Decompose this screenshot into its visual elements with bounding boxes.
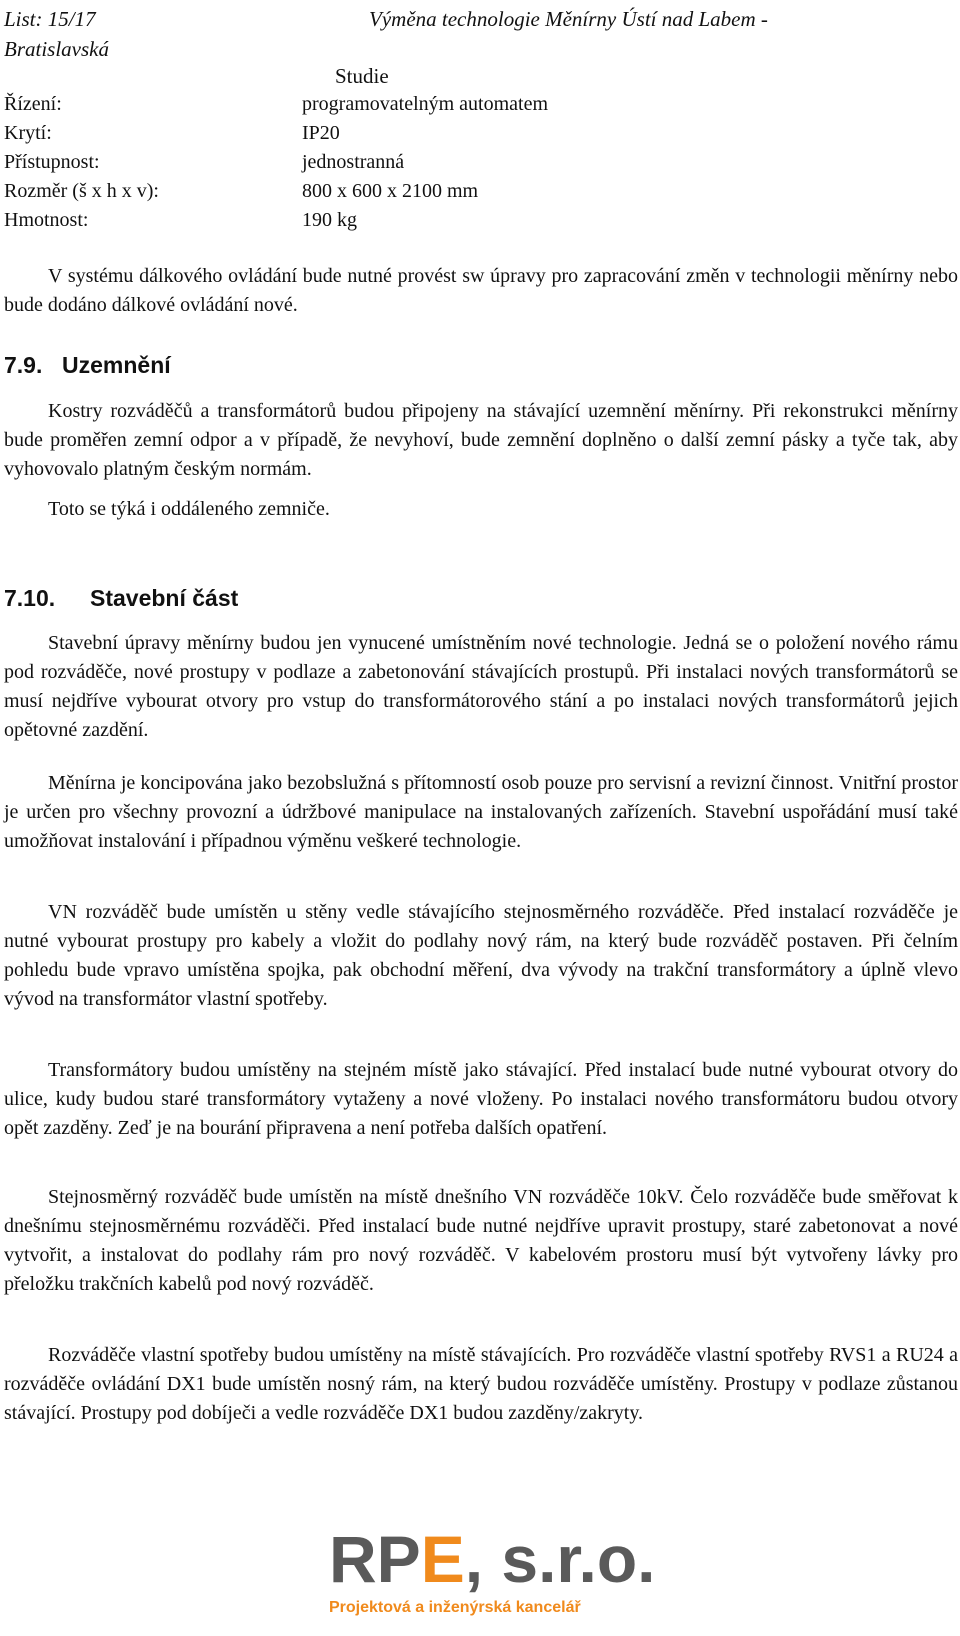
paragraph-text: Rozváděče vlastní spotřeby budou umístěny na místě stávajících. Pro rozváděče vlastní spotřeby RVS1 a RU24 a rozváděče ovládání DX1 bude umístěn nosný rám, na který budou rozváděče umístěny. Prostupy v podlaze zůstanou stávající. Prostupy pod dobíječi a vedle rozváděče DX1 budou zazděny/zakryty. (4, 1344, 958, 1424)
spec-value: 800 x 600 x 2100 mm (302, 180, 479, 202)
company-logo-graphic (329, 1520, 656, 1620)
intro-paragraph (4, 262, 958, 320)
intro-paragraph-text: V systému dálkového ovládání bude nutné provést sw úpravy pro zapracování změn v technologii měnírny nebo bude dodáno dálkové ovládání nové. (4, 265, 958, 316)
logo-brand-text (329, 1522, 655, 1596)
page-number: List: 15/17 (4, 7, 96, 31)
paragraph-text: Stejnosměrný rozváděč bude umístěn na místě dnešního VN rozváděče 10kV. Čelo rozváděče bude směřovat k dnešnímu stejnosměrnému rozváděči. Před instalací bude nutné nejdříve upravit prostupy, staré zabetonovat a nové vytvořit, a instalovat do podlahy rám pro nový rozváděč. V kabelovém prostoru musí být vytvořeny lávky pro přeložku trakčních kabelů pod nový rozváděč. (4, 1186, 958, 1295)
logo-brand-part2: E (420, 1522, 465, 1596)
paragraph (4, 1183, 958, 1299)
logo-brand-part1: RP (329, 1522, 421, 1596)
section-number: 7.10. (4, 585, 56, 611)
paragraph-text: Měnírna je koncipována jako bezobslužná s přítomností osob pouze pro servisní a revizní činnost. Vnitřní prostor je určen pro všechny provozní a údržbové manipulace na instalovaných zařízeních. Stavební uspořádání musí také umožňovat instalování i případnou výměnu veškeré technologie. (4, 772, 958, 852)
spec-value: jednostranná (302, 151, 405, 173)
paragraph-text: Transformátory budou umístěny na stejném místě jako stávající. Před instalací bude nutné vybourat otvory do ulice, kudy budou staré transformátory vytaženy a nové vloženy. Po instalaci nového transformátoru budou otvory opět zazděny. Zeď je na bourání připravena a není potřeba dalších opatření. (4, 1059, 958, 1139)
spec-label: Krytí: (4, 122, 52, 144)
spec-label: Přístupnost: (4, 151, 100, 173)
paragraph (4, 495, 958, 524)
spec-label: Řízení: (4, 93, 62, 115)
paragraph (4, 629, 958, 745)
document-page (4, 0, 958, 1636)
spec-label: Hmotnost: (4, 209, 89, 231)
paragraph (4, 769, 958, 856)
logo-brand-part3: , s.r.o. (464, 1522, 656, 1596)
paragraph-text: Toto se týká i oddáleného zemniče. (48, 498, 330, 520)
spec-label: Rozměr (š x h x v): (4, 180, 159, 202)
paragraph (4, 397, 958, 484)
spec-value: IP20 (302, 122, 340, 144)
document-subtitle: Studie (335, 64, 389, 88)
paragraph (4, 1056, 958, 1143)
section-heading-7-10 (4, 583, 238, 613)
document-title-line1: Výměna technologie Měnírny Ústí nad Labem - (369, 7, 768, 31)
paragraph (4, 898, 958, 1014)
paragraph-text: Stavební úpravy měnírny budou jen vynucené umístněním nové technologie. Jedná se o položení nového rámu pod rozváděče, nové prostupy v podlaze a zabetonování stávajících prostupů. Při instalaci nových transformátorů se musí nejdříve vybourat otvory pro vstup do transformátorového stání a po instalaci nových transformátorů jejich opětovné zazdění. (4, 632, 958, 741)
paragraph-text: Kostry rozváděčů a transformátorů budou připojeny na stávající uzemnění měnírny. Při rekonstrukci měnírny bude proměřen zemní odpor a v případě, že nevyhoví, bude zemnění doplněno o další zemní pásky a tyče tak, aby vyhovovalo platným českým normám. (4, 400, 958, 480)
section-number: 7.9. (4, 352, 43, 378)
section-title: Stavební část (90, 585, 239, 611)
section-title: Uzemnění (62, 352, 171, 378)
document-title-line2: Bratislavská (4, 37, 109, 61)
paragraph-text: VN rozváděč bude umístěn u stěny vedle stávajícího stejnosměrného rozváděče. Před instalací rozváděče je nutné vybourat prostupy pro kabely a vložit do podlahy nový rám, na který bude rozváděč postaven. Při čelním pohledu bude vpravo umístěna spojka, pak obchodní měření, dva vývody na trakční transformátory a úplně vlevo vývod na transformátor vlastní spotřeby. (4, 901, 958, 1010)
spec-value: 190 kg (302, 209, 357, 231)
company-logo (329, 1520, 656, 1620)
spec-value: programovatelným automatem (302, 93, 549, 115)
logo-tagline: Projektová a inženýrská kancelář (329, 1599, 581, 1616)
paragraph (4, 1341, 958, 1428)
section-heading-7-9 (4, 350, 171, 380)
